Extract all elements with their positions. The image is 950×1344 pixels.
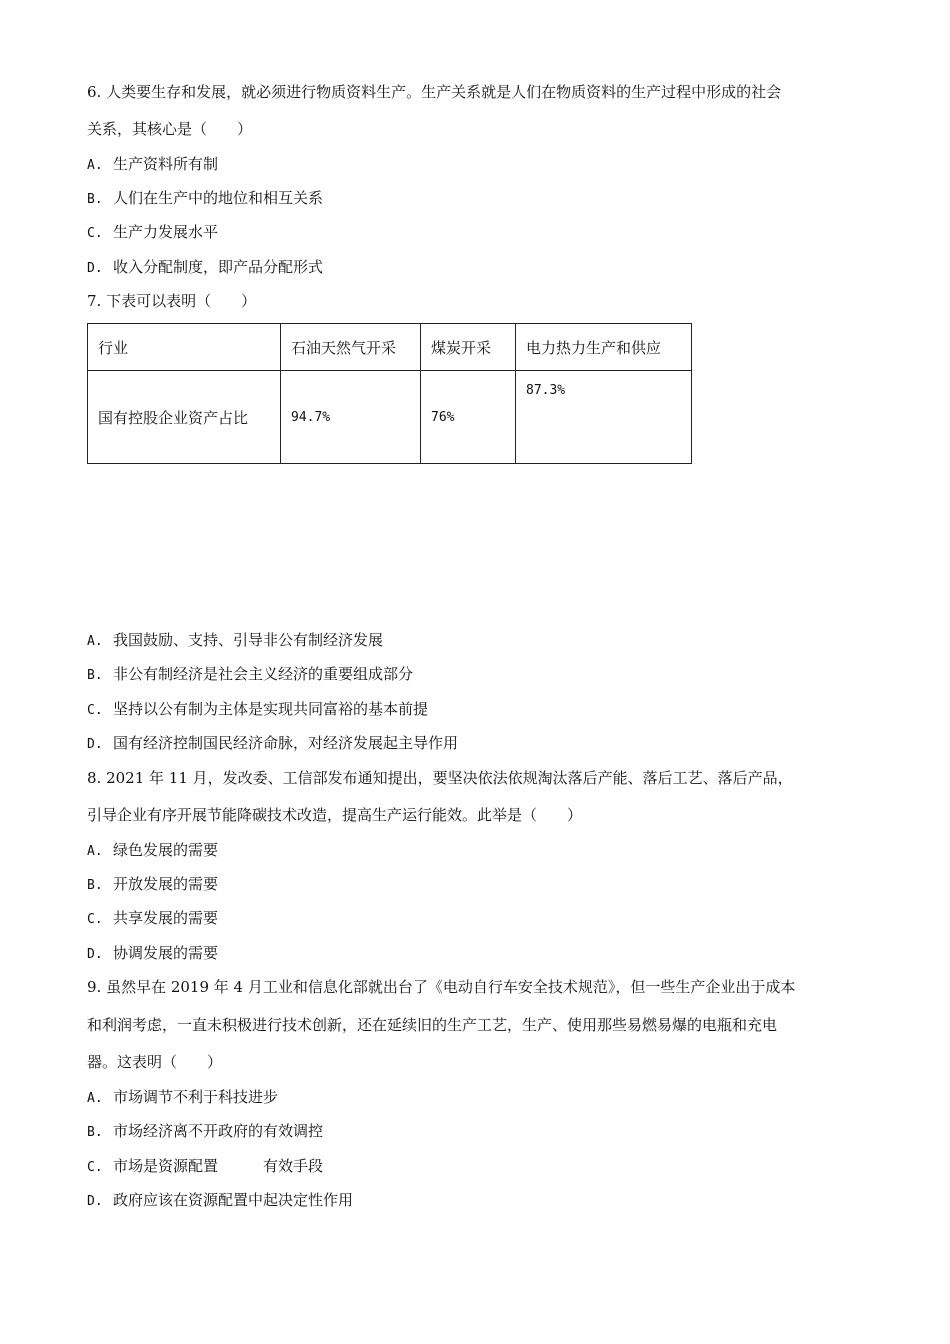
q6-stem-line2: 关系，其核心是（ ） bbox=[87, 120, 253, 138]
q9-stem-line2: 和利润考虑，一直未积极进行技术创新，还在延续旧的生产工艺，生产、使用那些易燃易爆的电瓶和充电 bbox=[87, 1016, 778, 1034]
option-letter: D. bbox=[87, 947, 103, 962]
q7-option-c[interactable] bbox=[87, 699, 428, 721]
table-cell: 87.3% bbox=[516, 371, 692, 464]
option-text: 收入分配制度，即产品分配形式 bbox=[113, 258, 324, 276]
option-letter: C. bbox=[87, 1160, 103, 1175]
q8-option-b[interactable] bbox=[87, 874, 218, 896]
option-text: 国有经济控制国民经济命脉，对经济发展起主导作用 bbox=[113, 734, 459, 752]
q7-stem: 7. 下表可以表明（ ） bbox=[87, 292, 257, 310]
q9-option-b[interactable] bbox=[87, 1121, 323, 1143]
q9-option-d[interactable] bbox=[87, 1190, 353, 1212]
option-letter: C. bbox=[87, 226, 103, 241]
option-letter: D. bbox=[87, 1194, 103, 1209]
option-text: 市场调节不利于科技进步 bbox=[113, 1088, 279, 1106]
option-text: 人们在生产中的地位和相互关系 bbox=[113, 189, 324, 207]
option-text: 共享发展的需要 bbox=[113, 909, 219, 927]
q8-option-a[interactable] bbox=[87, 840, 218, 862]
option-text: 非公有制经济是社会主义经济的重要组成部分 bbox=[113, 665, 414, 683]
option-letter: D. bbox=[87, 261, 103, 276]
table-header-cell: 电力热力生产和供应 bbox=[516, 324, 692, 371]
option-text: 绿色发展的需要 bbox=[113, 841, 219, 859]
option-text: 坚持以公有制为主体是实现共同富裕的基本前提 bbox=[113, 700, 429, 718]
table-row bbox=[88, 371, 692, 464]
option-letter: A. bbox=[87, 634, 103, 649]
option-letter: B. bbox=[87, 668, 103, 683]
option-letter: C. bbox=[87, 703, 103, 718]
option-letter: B. bbox=[87, 878, 103, 893]
q9-option-c[interactable] bbox=[87, 1156, 323, 1178]
option-text: 市场经济离不开政府的有效调控 bbox=[113, 1122, 324, 1140]
option-text: 协调发展的需要 bbox=[113, 944, 219, 962]
q7-option-a[interactable] bbox=[87, 630, 383, 652]
q8-stem-line1: 8. 2021 年 11 月，发改委、工信部发布通知提出，要坚决依法依规淘汰落后产能、落后工艺、落后产品， bbox=[87, 769, 793, 787]
q8-option-d[interactable] bbox=[87, 943, 218, 965]
table-header-cell: 煤炭开采 bbox=[421, 324, 516, 371]
q6-stem-line1: 6. 人类要生存和发展，就必须进行物质资料生产。生产关系就是人们在物质资料的生产过程中形成的社会 bbox=[87, 83, 782, 101]
q8-stem-line2: 引导企业有序开展节能降碳技术改造，提高生产运行能效。此举是（ ） bbox=[87, 806, 583, 824]
q7-table bbox=[87, 323, 692, 464]
option-text: 生产力发展水平 bbox=[113, 223, 219, 241]
table-cell: 76% bbox=[421, 371, 516, 464]
option-letter: A. bbox=[87, 1091, 103, 1106]
q7-option-d[interactable] bbox=[87, 733, 458, 755]
option-letter: C. bbox=[87, 912, 103, 927]
q9-stem-line1: 9. 虽然早在 2019 年 4 月工业和信息化部就出台了《电动自行车安全技术规范》，但一些生产企业出于成本 bbox=[87, 978, 796, 996]
q6-option-b[interactable] bbox=[87, 188, 323, 210]
q6-option-a[interactable] bbox=[87, 154, 218, 176]
option-text: 开放发展的需要 bbox=[113, 875, 219, 893]
q6-option-c[interactable] bbox=[87, 222, 218, 244]
option-letter: A. bbox=[87, 158, 103, 173]
option-text: 政府应该在资源配置中起决定性作用 bbox=[113, 1191, 354, 1209]
q8-option-c[interactable] bbox=[87, 908, 218, 930]
q9-stem-line3: 器。这表明（ ） bbox=[87, 1053, 223, 1071]
option-letter: B. bbox=[87, 192, 103, 207]
option-letter: D. bbox=[87, 737, 103, 752]
table-row-label: 国有控股企业资产占比 bbox=[88, 371, 281, 464]
option-text: 生产资料所有制 bbox=[113, 155, 219, 173]
q7-option-b[interactable] bbox=[87, 664, 413, 686]
option-text: 我国鼓励、支持、引导非公有制经济发展 bbox=[113, 631, 384, 649]
q9-option-a[interactable] bbox=[87, 1087, 278, 1109]
q6-option-d[interactable] bbox=[87, 257, 323, 279]
table-header-cell: 行业 bbox=[88, 324, 281, 371]
option-text: 市场是资源配置 有效手段 bbox=[113, 1157, 324, 1175]
option-letter: B. bbox=[87, 1125, 103, 1140]
option-letter: A. bbox=[87, 844, 103, 859]
table-header-cell: 石油天然气开采 bbox=[281, 324, 421, 371]
table-header-row bbox=[88, 324, 692, 371]
table-cell: 94.7% bbox=[281, 371, 421, 464]
